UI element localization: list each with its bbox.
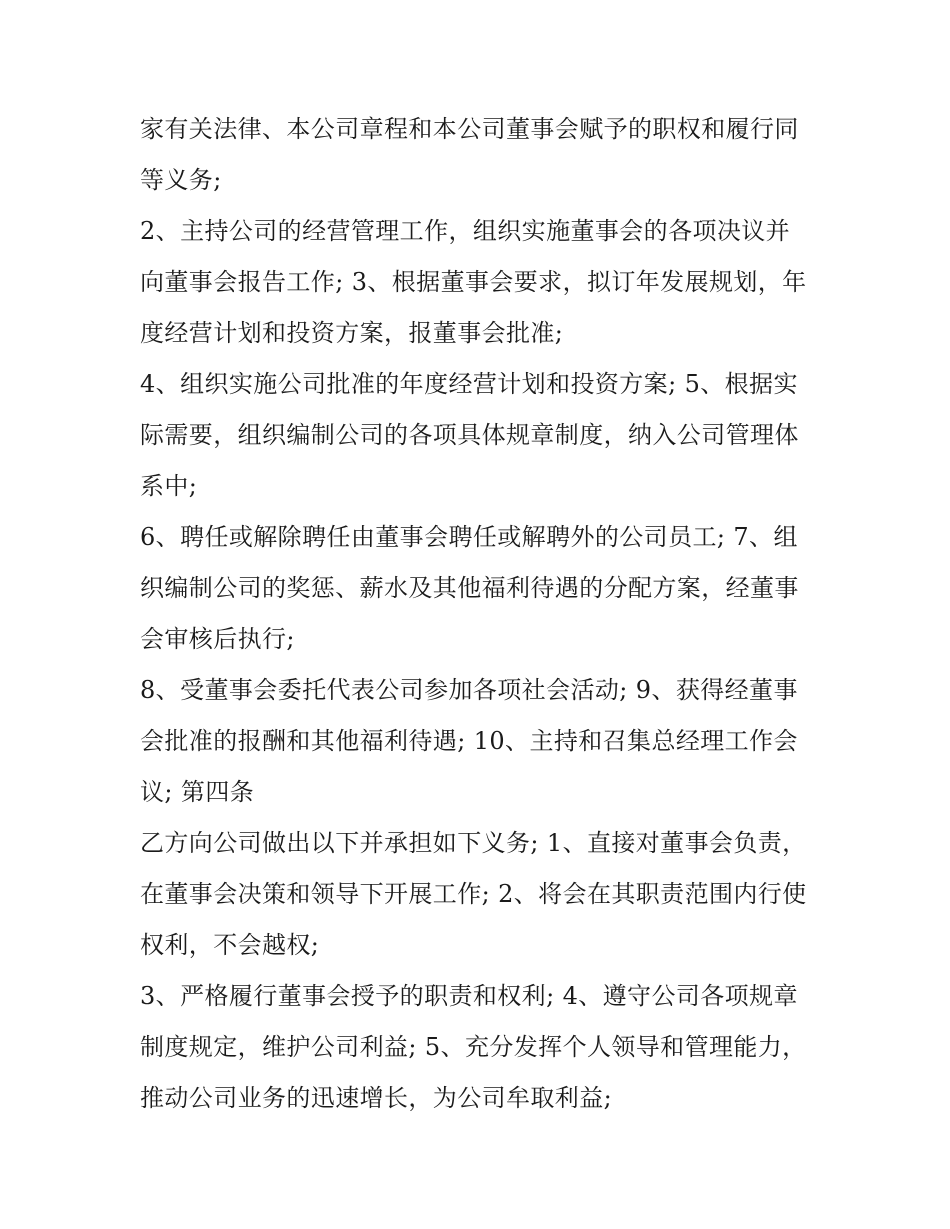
text-line: 际需要，组织编制公司的各项具体规章制度，纳入公司管理体 <box>140 421 799 449</box>
paragraph-item-2-3 <box>140 206 830 359</box>
text-line: 制度规定，维护公司利益; 5、充分发挥个人领导和管理能力， <box>140 1033 807 1061</box>
text-line: 会批准的报酬和其他福利待遇; 10、主持和召集总经理工作会 <box>140 727 798 755</box>
text-line: 系中; <box>140 472 198 500</box>
paragraph-article-4-obligations <box>140 818 830 971</box>
paragraph-item-6-7 <box>140 512 830 665</box>
text-line: 6、聘任或解除聘任由董事会聘任或解聘外的公司员工; 7、组 <box>140 523 798 551</box>
paragraph-item-8-10 <box>140 665 830 818</box>
paragraph-duties-continued <box>140 104 830 206</box>
text-line: 8、受董事会委托代表公司参加各项社会活动; 9、获得经董事 <box>140 676 798 704</box>
text-line: 等义务; <box>140 166 222 194</box>
text-line: 4、组织实施公司批准的年度经营计划和投资方案; 5、根据实 <box>140 370 798 398</box>
text-line: 议; 第四条 <box>140 778 255 806</box>
paragraph-obligations-3-5 <box>140 971 830 1124</box>
document-body <box>140 104 830 1124</box>
paragraph-item-4-5 <box>140 359 830 512</box>
text-line: 织编制公司的奖惩、薪水及其他福利待遇的分配方案，经董事 <box>140 574 799 602</box>
text-line: 权利，不会越权; <box>140 931 320 959</box>
text-line: 推动公司业务的迅速增长，为公司牟取利益; <box>140 1084 613 1112</box>
text-line: 度经营计划和投资方案，报董事会批准; <box>140 319 564 347</box>
text-line: 家有关法律、本公司章程和本公司董事会赋予的职权和履行同 <box>140 115 799 143</box>
text-line: 在董事会决策和领导下开展工作; 2、将会在其职责范围内行使 <box>140 880 807 908</box>
text-line: 2、主持公司的经营管理工作，组织实施董事会的各项决议并 <box>140 217 791 245</box>
text-line: 3、严格履行董事会授予的职责和权利; 4、遵守公司各项规章 <box>140 982 798 1010</box>
text-line: 会审核后执行; <box>140 625 295 653</box>
text-line: 向董事会报告工作; 3、根据董事会要求，拟订年发展规划，年 <box>140 268 807 296</box>
text-line: 乙方向公司做出以下并承担如下义务; 1、直接对董事会负责， <box>140 829 807 857</box>
